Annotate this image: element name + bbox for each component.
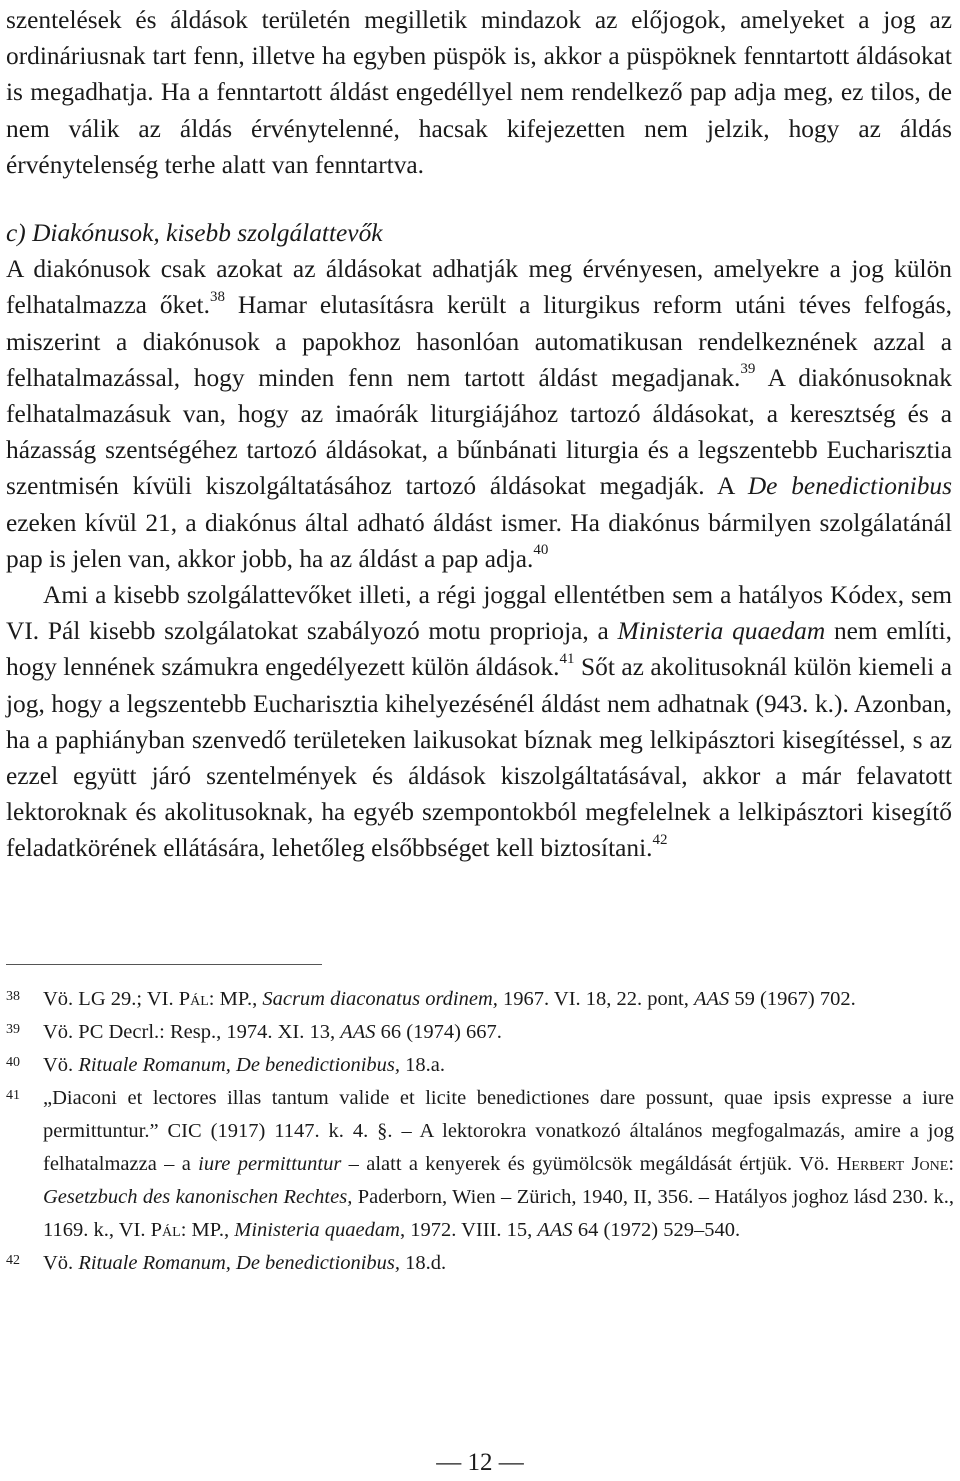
fn-text-part: 66 (1974) 667. xyxy=(375,1021,502,1043)
deacons-title-italic: De benedictionibus xyxy=(747,472,952,501)
footnote-number: 42 xyxy=(6,1253,20,1268)
ministers-paragraph xyxy=(6,577,952,867)
fn-author-smallcaps: Pál xyxy=(150,1219,181,1241)
footnote-42 xyxy=(6,1247,954,1280)
footnote-number: 38 xyxy=(6,989,20,1004)
fn-title-italic: Sacrum diaconatus ordinem, xyxy=(262,988,498,1010)
footnote-39 xyxy=(6,1016,954,1049)
fn-text-part: , 1972. VIII. 15, xyxy=(399,1219,538,1241)
ministers-title-italic: Ministeria quaedam xyxy=(617,617,826,646)
fn-title-italic: AAS xyxy=(537,1219,573,1241)
fn-text-part: Vö. PC Decrl.: Resp., 1974. XI. 13, xyxy=(43,1021,341,1043)
deacons-text-3: A diakónusoknak felhatalmazásuk van, hogy az imaórák liturgiájához tartozó áldásokat, a keresztség és a házasság szentségéhez tartozó áldásokat, a bűnbánati liturgia és a legszentebb Eucharisztia szentmisén kívüli kiszolgáltatásához tartozó áldásokat megadják. A xyxy=(6,363,952,501)
fn-text-part: : xyxy=(948,1153,955,1175)
fn-title-italic: Ministeria quaedam xyxy=(234,1219,400,1241)
footnote-ref-38[interactable]: 38 xyxy=(209,288,225,305)
footnote-38 xyxy=(6,983,954,1016)
fn-text-part: Vö. xyxy=(43,1252,79,1274)
intro-paragraph xyxy=(6,0,952,183)
footnote-number: 40 xyxy=(6,1055,20,1070)
fn-text-part: Vö. xyxy=(43,1054,79,1076)
footnote-divider xyxy=(6,964,322,965)
footnote-41 xyxy=(6,1082,954,1247)
fn-author-smallcaps: Herbert Jone xyxy=(836,1153,949,1175)
page-body xyxy=(6,0,952,867)
footnote-number: 41 xyxy=(6,1088,20,1103)
deacons-paragraph xyxy=(6,251,952,577)
page-number: — 12 — xyxy=(436,1449,524,1476)
fn-author-smallcaps: Pál xyxy=(178,988,209,1010)
deacons-text-2: Hamar elutasításra került a liturgikus reform utáni téves felfogás, miszerint a diakónusok a papokhoz hasonlóan automatikusan rendelkeznének azzal a felhatalmazással, hogy minden fenn nem tartott áldást megadjanak. xyxy=(6,291,952,392)
footnote-ref-41[interactable]: 41 xyxy=(559,650,575,667)
footnote-text xyxy=(43,1016,954,1049)
footnote-text xyxy=(43,1049,954,1082)
fn-text-part: Paderborn, Wien – Zürich, 1940, II, 356. – Hatályos joghoz lásd 230. k., 1169. k., VI. xyxy=(43,1186,954,1241)
footnote-text xyxy=(43,983,954,1016)
deacons-text-1: A diakónusok csak azokat az áldásokat adhatják meg érvényesen, amelyekre a jog külön felhatalmazza őket. xyxy=(6,255,952,320)
footnotes xyxy=(6,983,954,1280)
fn-text-part: 18.d. xyxy=(400,1252,447,1274)
fn-text-part: : MP., xyxy=(180,1219,235,1241)
fn-text-part: 18.a. xyxy=(400,1054,445,1076)
fn-text-part: – alatt a kenyerek és gyümölcsök megáldását értjük. Vö. xyxy=(341,1153,837,1175)
footnote-text xyxy=(43,1082,954,1247)
fn-text-part: 1967. VI. 18, 22. pont, xyxy=(497,988,694,1010)
ministers-text-2: nem említi, hogy lennének számukra engedélyezett külön áldások. xyxy=(6,617,952,682)
ministers-text-3: Sőt az akolitusoknál külön kiemeli a jog, hogy a legszentebb Eucharisztia kihelyezésénél áldást nem adhatnak (943. k.). Azonban, ha a paphiányban szenvedő területeken laikusokat bíznak meg lelkipásztori kisegítéssel, s az ezzel együtt járó szentelmények és áldások kiszolgáltatásával, akkor a már felavatott lektoroknak és akolitusoknak, ha egyéb szempontokból megfelelnek a lelkipásztori kisegítő feladatkörének ellátására, lehetőleg elsőbbséget kell biztosítani. xyxy=(6,653,952,863)
fn-title-italic: Rituale Romanum, De benedictionibus, xyxy=(78,1252,400,1274)
fn-title-italic: AAS xyxy=(694,988,730,1010)
section-heading: c) Diakónusok, kisebb szolgálattevők xyxy=(6,219,383,248)
ministers-text-1: Ami a kisebb szolgálattevőket illeti, a régi joggal ellentétben sem a hatályos Kódex, sem VI. Pál kisebb szolgálatokat szabályozó motu proprioja, a xyxy=(6,581,952,646)
fn-title-italic: iure permittuntur xyxy=(198,1153,342,1175)
footnote-text xyxy=(43,1247,954,1280)
fn-text-part: : MP., xyxy=(208,988,263,1010)
footnote-ref-42[interactable]: 42 xyxy=(652,832,668,848)
footnote-number: 39 xyxy=(6,1022,20,1037)
footnote-40 xyxy=(6,1049,954,1082)
fn-title-italic: Rituale Romanum, De benedictionibus, xyxy=(78,1054,400,1076)
intro-text: szentelések és áldások területén megilletik mindazok az előjogok, amelyeket a jog az ordináriusnak tart fenn, illetve ha egyben püspök is, akkor a püspöknek fenntartott áldásokat is megadhatja. Ha a fenntartott áldást engedéllyel nem rendelkező pap adja meg, ez tilos, de nem válik az áldás érvénytelenné, hacsak kifejezetten nem jelzik, hogy az áldás érvénytelenség terhe alatt van fenntartva. xyxy=(6,6,952,179)
fn-text-part: „Diaconi et lectores illas tantum valide et licite benedictiones dare possunt, quae ipsis expresse a iure permittuntur.” CIC (1917) 1147. k. 4. §. – A lektorokra vonatkozó általános megfogalmazás, amire a jog felhatalmazza – a xyxy=(43,1087,954,1175)
footnote-ref-39[interactable]: 39 xyxy=(740,361,756,378)
fn-title-italic: AAS xyxy=(340,1021,376,1043)
fn-text-part: Vö. LG 29.; VI. xyxy=(43,988,179,1010)
footnote-ref-40[interactable]: 40 xyxy=(533,542,549,559)
deacons-text-4: ezeken kívül 21, a diakónus által adható áldást ismer. Ha diakónus bármilyen szolgálatánál pap is jelen van, akkor jobb, ha az áldást a pap adja. xyxy=(6,508,952,573)
fn-text-part: 59 (1967) 702. xyxy=(729,988,856,1010)
fn-title-italic: Gesetzbuch des kanonischen Rechtes, xyxy=(43,1186,353,1208)
fn-text-part: 64 (1972) 529–540. xyxy=(572,1219,741,1241)
